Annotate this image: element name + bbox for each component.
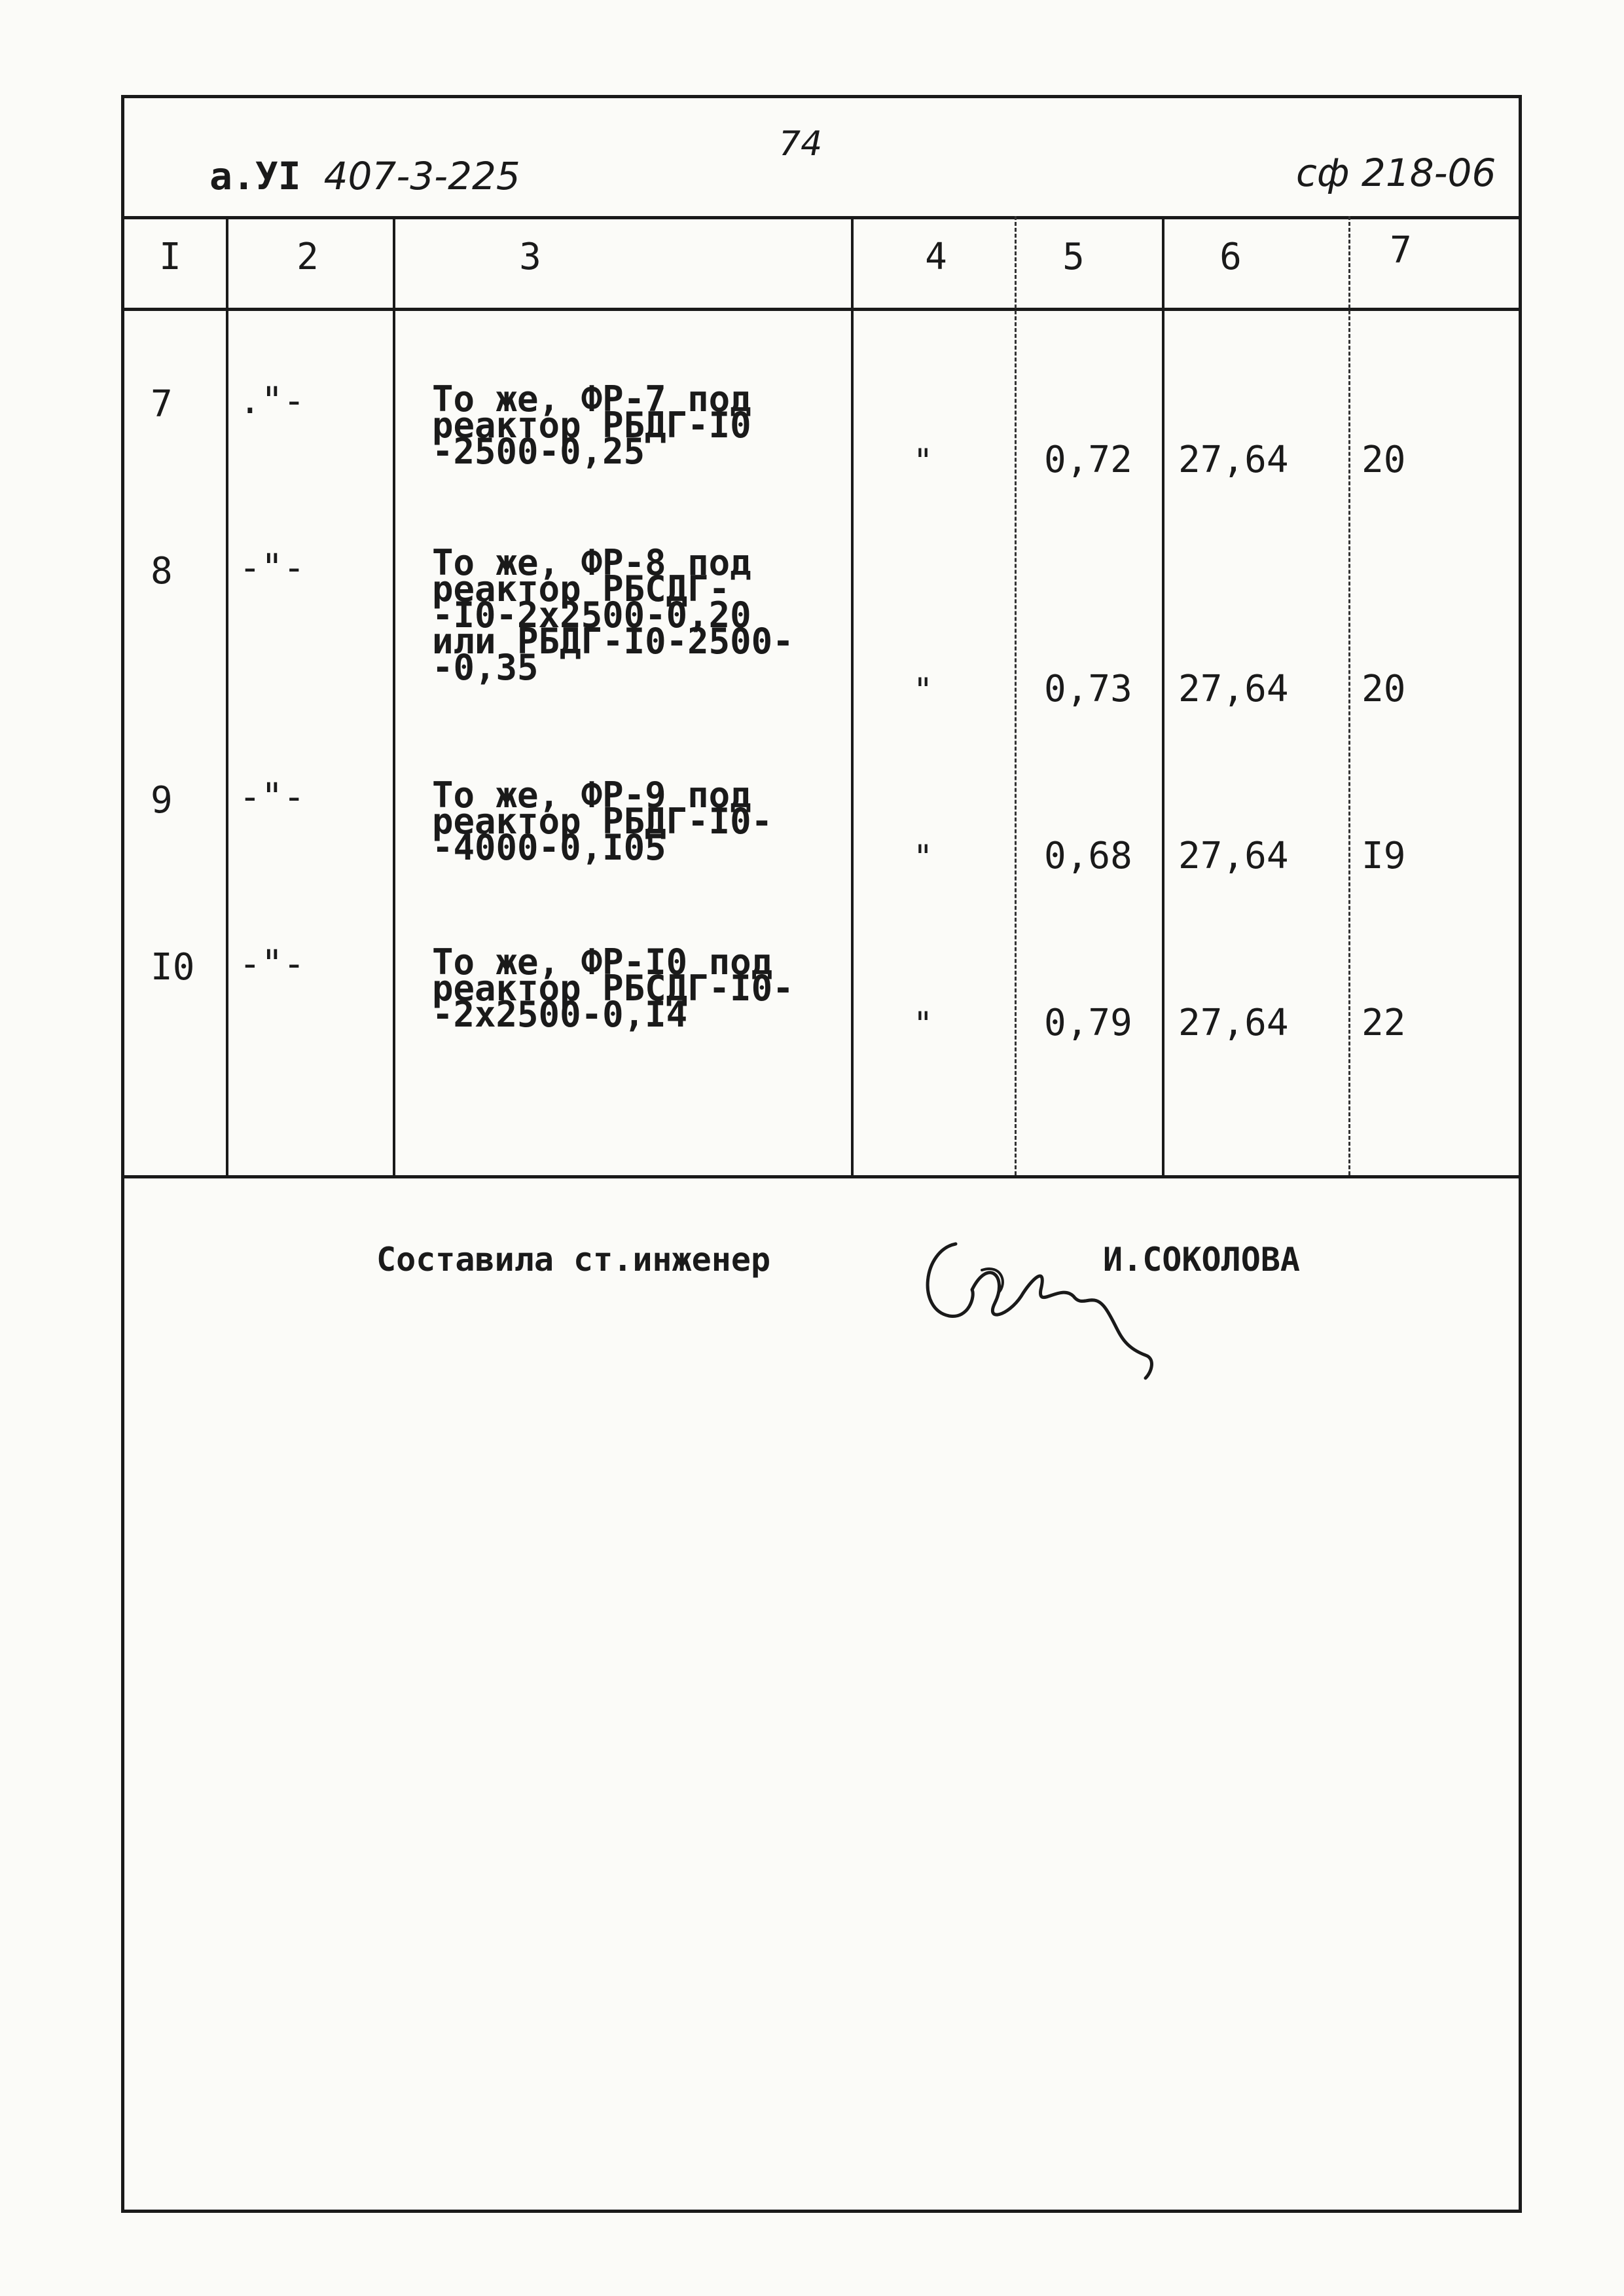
row-number: 7: [151, 383, 173, 426]
value-col5: 0,72: [1044, 439, 1132, 481]
column-header-6: 6: [1219, 236, 1242, 278]
signer-role: Составила ст.инженер: [376, 1241, 771, 1279]
item-description: То же, ФР-9 под реактор РБДГ-I0- -4000-0,I05: [432, 774, 773, 868]
table-bottom-divider: [124, 1175, 1519, 1178]
col-divider-4: [1015, 216, 1017, 1175]
value-col7: 22: [1362, 1002, 1406, 1044]
ditto-mark: ."-: [239, 380, 306, 422]
value-col5: 0,79: [1044, 1002, 1132, 1044]
column-header-1: I: [159, 236, 181, 278]
value-col6: 27,64: [1178, 1002, 1289, 1044]
header-divider: [124, 216, 1519, 219]
document-code-right: сф 218-06: [1296, 151, 1496, 195]
signer-name: И.СОКОЛОВА: [1103, 1241, 1301, 1279]
col-divider-3: [851, 216, 854, 1175]
value-col7: I9: [1362, 835, 1406, 877]
column-header-divider: [124, 308, 1519, 311]
page-number: 74: [779, 124, 823, 164]
item-description: То же, ФР-8 под реактор РБСДГ- -I0-2х2500-0,20 или РБДГ-I0-2500- -0,35: [432, 542, 794, 688]
column-header-3: 3: [519, 236, 541, 278]
ditto-mark: -"-: [239, 943, 306, 985]
value-col7: 20: [1362, 668, 1406, 710]
column-header-7: 7: [1390, 229, 1412, 272]
document-code-left: а.УI 407-3-225: [209, 154, 520, 198]
ditto-mark: -"-: [239, 547, 306, 589]
document-frame: [121, 95, 1522, 2213]
item-description: То же, ФР-I0 под реактор РБСДГ-I0- -2х2500-0,I4: [432, 941, 794, 1035]
row-number: I0: [151, 946, 195, 989]
value-col6: 27,64: [1178, 668, 1289, 710]
item-description: То же, ФР-7 под реактор РБДГ-I0 -2500-0,25: [432, 378, 751, 472]
value-col5: 0,68: [1044, 835, 1132, 877]
value-col5: 0,73: [1044, 668, 1132, 710]
ditto-mark: ": [913, 838, 933, 876]
row-number: 9: [151, 779, 173, 822]
ditto-mark: -"-: [239, 776, 306, 818]
col-divider-5: [1162, 216, 1164, 1175]
col-divider-6: [1348, 216, 1350, 1175]
row-number: 8: [151, 550, 173, 592]
column-header-5: 5: [1062, 236, 1085, 278]
value-col6: 27,64: [1178, 835, 1289, 877]
col-divider-1: [226, 216, 228, 1175]
column-header-2: 2: [297, 236, 319, 278]
value-col7: 20: [1362, 439, 1406, 481]
col-divider-2: [393, 216, 395, 1175]
ditto-mark: ": [913, 671, 933, 709]
value-col6: 27,64: [1178, 439, 1289, 481]
ditto-mark: ": [913, 442, 933, 480]
column-header-4: 4: [925, 236, 947, 278]
ditto-mark: ": [913, 1005, 933, 1043]
